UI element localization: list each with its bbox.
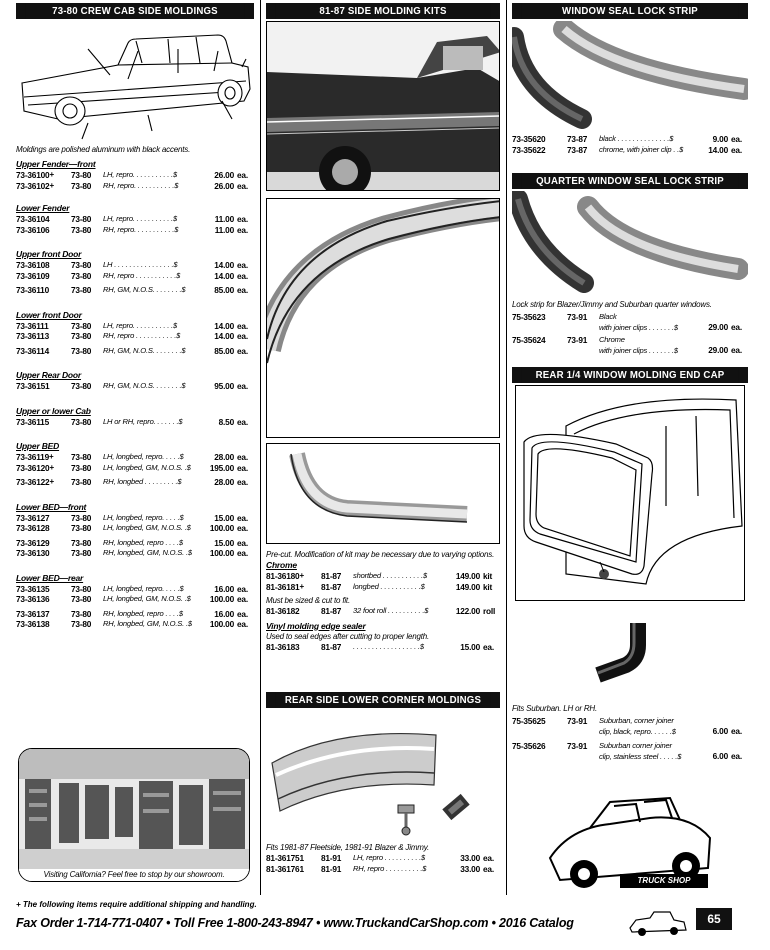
part-description: LH, longbed, repro. . . . .$ [103,452,184,461]
price: 16.00 [214,583,234,594]
truck-side-molding-photo [266,21,500,191]
moldings-note: Moldings are polished aluminum with black accents. [16,145,191,154]
column-side-molding-kits [266,3,500,874]
footer-truck-icon [628,910,688,938]
group-title: Upper BED [16,441,60,451]
year-range: 73-80 [71,214,92,224]
group-title: Upper Rear Door [16,370,82,380]
part-group [16,406,254,428]
corner-molding-note: Fits 1981-87 Fleetside, 1981-91 Blazer & Jimmy. [266,843,429,852]
part-number: 81-36182 [266,606,300,616]
group-title: Upper front Door [16,249,82,259]
group-title: Vinyl molding edge sealer [266,620,366,631]
part-description: RH, repro . . . . . . . . . . .$ [103,331,181,340]
year-range: 73-80 [71,270,92,281]
part-description: LH, longbed, GM, N.O.S. .$ [103,523,191,532]
part-number: 73-36106 [16,224,50,235]
unit: ea. [237,548,248,558]
price: 100.00 [209,548,234,558]
section-header: 81-87 SIDE MOLDING KITS [275,3,490,19]
part-description: RH, longbed, repro . . . .$ [103,608,183,618]
price: 14.00 [214,270,234,281]
part-number: 75-35625 [512,716,546,726]
molding-profile-photo [266,198,500,438]
group-title: Lower BED—rear [16,572,84,583]
end-cap-note: Fits Suburban. LH or RH. [512,704,598,713]
unit: ea. [483,641,494,652]
part-description [599,741,686,762]
unit: ea. [237,170,248,180]
year-range: 73-80 [71,224,92,235]
logo-text: TRUCK SHOP [637,876,691,885]
price: 14.00 [214,331,234,341]
year-range: 81-91 [321,863,342,874]
part-row [16,523,254,534]
column-window-seal [512,3,748,885]
part-number: 73-36115 [16,416,50,427]
unit: ea. [237,477,248,487]
part-number: 73-36102 [16,180,50,191]
year-range: 81-87 [321,641,342,652]
price: 33.00 [460,853,480,863]
group-title: Lower BED—front [16,501,87,512]
part-description: RH, GM, N.O.S. . . . . . . .$ [103,345,186,355]
part-row [266,853,500,864]
year-range: 73-80 [71,512,92,523]
part-row [16,463,254,474]
year-range: 73-80 [71,170,92,180]
group-title: Upper Fender—front [16,159,96,169]
year-range: 73-80 [71,619,92,629]
part-number: 73-36100 [16,170,50,180]
part-number: 73-36113 [16,331,50,341]
price-list [16,159,254,630]
part-description: black . . . . . . . . . . . . . .$ [599,134,674,143]
part-description: RH, repro . . . . . . . . . .$ [353,863,427,873]
unit: ea. [237,583,248,594]
price: 28.00 [214,477,234,487]
price: 11.00 [214,224,234,235]
part-number: 81-36181 [266,581,300,592]
price: 29.00 [708,322,728,332]
part-row [16,594,254,605]
price-list [512,716,748,762]
unit: ea. [237,608,248,619]
price: 14.00 [214,260,234,270]
part-description [599,335,686,356]
year-range: 73-80 [71,285,92,295]
part-description: RH, repro. . . . . . . . . . .$ [103,224,179,234]
part-row [16,452,254,463]
unit: ea. [237,331,248,341]
lock-strip-photo [512,21,748,131]
part-group [16,249,254,296]
part-group [266,596,500,617]
part-row [16,214,254,225]
shipping-plus-icon: + [299,571,304,580]
year-range: 73-80 [71,416,92,427]
part-description: RH, longbed, repro . . . .$ [103,537,183,547]
price: 16.00 [214,608,234,619]
price: 15.00 [214,512,234,523]
part-description: RH, GM, N.O.S. . . . . . . .$ [103,381,186,390]
part-row [16,181,254,192]
year-range: 73-80 [71,608,92,619]
unit: ea. [237,523,248,533]
part-row [512,716,748,737]
corner-molding-photo [266,713,500,839]
shipping-plus-icon: + [49,452,54,461]
part-number: 73-35622 [512,144,546,155]
part-row [266,864,500,875]
unit: ea. [483,863,494,874]
crew-cab-truck-illustration [18,23,252,141]
unit: ea. [237,537,248,548]
description-line: Chrome [599,335,625,344]
year-range: 73-80 [71,477,92,487]
group-title: Lower front Door [16,309,82,320]
year-range: 73-80 [71,594,92,604]
part-description [599,312,686,333]
part-group [266,621,500,653]
year-range: 81-87 [321,606,342,616]
part-row [16,584,254,595]
part-number: 73-36151 [16,381,50,391]
year-range: 73-80 [71,180,92,191]
price: 195.00 [209,462,234,473]
kit-note: Pre-cut. Modification of kit may be necessary due to varying options. [266,550,495,559]
part-number: 81-361751 [266,853,304,863]
part-number: 75-35624 [512,335,546,345]
part-row [16,619,254,630]
price-list [512,312,748,356]
unit: ea. [237,381,248,391]
edge-sealer-photo [266,443,500,544]
section-header: WINDOW SEAL LOCK STRIP [521,3,738,19]
part-number: 73-36136 [16,594,50,604]
price-list [266,853,500,874]
part-group [266,560,500,592]
unit: ea. [237,320,248,331]
year-range: 73-80 [71,381,92,391]
year-range: 73-87 [567,144,588,155]
part-number: 73-36138 [16,619,50,629]
showroom-caption: Visiting California? Feel free to stop by our showroom. [19,869,249,881]
contact-line: Fax Order 1-714-771-0407 • Toll Free 1-800-243-8947 • www.TruckandCarShop.com • 2016 Catalog [16,916,574,930]
part-row [266,606,500,617]
part-description: LH, repro . . . . . . . . . .$ [353,853,426,862]
showroom-photo [18,748,250,882]
part-row [16,548,254,559]
unit: ea. [237,285,248,295]
part-row [16,271,254,282]
group-title: Lower Fender [16,203,70,213]
part-row [266,582,500,593]
part-number: 73-36119 [16,452,50,462]
shipping-plus-icon: + [49,477,54,486]
unit: ea. [237,619,248,629]
part-row [16,609,254,620]
year-range: 73-80 [71,260,92,270]
price: 9.00 [712,134,728,144]
unit: ea. [237,462,248,473]
price: 26.00 [214,180,234,191]
part-description: LH . . . . . . . . . . . . . . . .$ [103,260,178,269]
part-group [16,203,254,235]
year-range: 73-87 [567,134,588,144]
description-line: clip, black, repro. . . . . .$ [599,726,676,736]
part-description: LH, longbed, GM, N.O.S. .$ [103,462,191,472]
year-range: 81-87 [321,581,342,592]
year-range: 73-91 [567,716,588,726]
part-number: 73-35620 [512,134,546,144]
group-note: Must be sized & cut to fit. [266,596,350,605]
part-description: RH, GM, N.O.S. . . . . . . .$ [103,285,186,294]
unit: ea. [237,345,248,356]
part-row [16,331,254,342]
description-line: Suburban corner joiner [599,741,672,750]
column-divider-right [506,0,507,895]
part-number: 73-36104 [16,214,50,224]
price: 14.00 [708,144,728,155]
year-range: 73-91 [567,335,588,345]
price: 8.50 [218,416,234,427]
shipping-plus-icon: + [49,170,54,179]
unit: ea. [237,260,248,270]
part-description: LH, repro. . . . . . . . . . .$ [103,320,177,330]
section-header: QUARTER WINDOW SEAL LOCK STRIP [521,173,738,189]
quarter-lock-strip-photo [512,191,748,297]
price: 15.00 [214,537,234,548]
description-line: with joiner clips . . . . . . .$ [599,345,678,355]
description-line: clip, stainless steel . . . . .$ [599,751,682,761]
year-range: 73-80 [71,345,92,356]
part-description: LH or RH, repro. . . . . . .$ [103,416,183,426]
part-description [599,716,686,737]
year-range: 73-80 [71,548,92,558]
price: 29.00 [708,345,728,355]
part-description: chrome, with joiner clip . .$ [599,144,684,154]
part-number: 73-36120 [16,462,50,473]
part-row [16,417,254,428]
part-group [16,502,254,559]
part-description: RH, longbed, GM, N.O.S. .$ [103,548,192,557]
description-line: Suburban, corner joiner [599,716,674,725]
page-number: 65 [696,908,732,930]
part-number: 73-36122 [16,477,50,487]
year-range: 73-80 [71,331,92,341]
part-row [266,571,500,582]
year-range: 81-87 [321,571,342,581]
quarter-lock-note: Lock strip for Blazer/Jimmy and Suburban quarter windows. [512,300,712,309]
part-number: 73-36129 [16,537,50,548]
price: 14.00 [214,320,234,331]
part-row [16,170,254,181]
year-range: 73-80 [71,462,92,473]
part-number: 73-36135 [16,583,50,594]
part-description: LH, repro. . . . . . . . . . .$ [103,170,177,179]
price: 95.00 [214,381,234,391]
unit: ea. [237,270,248,281]
part-description: 32 foot roll . . . . . . . . . .$ [353,606,429,615]
part-number: 81-361761 [266,863,304,874]
section-header: REAR 1/4 WINDOW MOLDING END CAP [521,367,738,383]
shipping-plus-icon: + [299,581,304,591]
part-row [16,321,254,332]
part-description: longbed . . . . . . . . . . .$ [353,581,425,591]
part-description: RH, longbed, GM, N.O.S. .$ [103,619,192,628]
part-row [512,741,748,762]
part-row [16,260,254,271]
unit: ea. [731,345,742,355]
shipping-plus-icon: + [49,462,54,472]
price: 149.00 [455,581,480,592]
price: 11.00 [214,214,234,224]
unit: ea. [731,322,742,332]
unit: ea. [237,180,248,191]
unit: ea. [237,512,248,523]
year-range: 81-91 [321,853,342,863]
unit: ea. [237,594,248,604]
part-group [16,573,254,630]
part-number: 73-36110 [16,285,50,295]
unit: ea. [237,224,248,235]
section-header: REAR SIDE LOWER CORNER MOLDINGS [275,692,490,708]
price: 100.00 [209,594,234,604]
part-description: LH, repro. . . . . . . . . . .$ [103,214,177,223]
part-description: LH, longbed, repro. . . . .$ [103,583,184,593]
year-range: 73-91 [567,741,588,751]
column-divider-left [260,0,261,895]
price: 122.00 [455,606,480,616]
section-header: 73-80 CREW CAB SIDE MOLDINGS [26,3,245,19]
unit: ea. [731,144,742,155]
unit: ea. [237,416,248,427]
part-row [16,381,254,392]
part-description: LH, longbed, repro. . . . .$ [103,512,184,522]
part-description: RH, repro. . . . . . . . . . .$ [103,180,179,190]
unit: kit [483,581,493,592]
year-range: 73-80 [71,452,92,462]
description-line: with joiner clips . . . . . . .$ [599,322,678,332]
part-group [16,159,254,191]
part-number: 75-35623 [512,312,546,322]
year-range: 73-91 [567,312,588,322]
price: 6.00 [712,751,728,761]
part-row [16,285,254,296]
unit: ea. [237,214,248,224]
shipping-footnote: + The following items require additional shipping and handling. [16,900,257,909]
price: 100.00 [209,619,234,629]
price: 85.00 [214,345,234,356]
group-title: Upper or lower Cab [16,405,91,416]
part-row [16,477,254,488]
end-cap-diagram [515,385,745,601]
part-description: shortbed . . . . . . . . . . .$ [353,571,427,580]
part-description: RH, repro . . . . . . . . . . .$ [103,270,181,280]
part-description: RH, longbed . . . . . . . . .$ [103,477,182,486]
part-number: 73-36109 [16,270,50,281]
part-number: 73-36137 [16,608,50,619]
price: 15.00 [460,641,480,652]
price: 33.00 [460,863,480,874]
unit: ea. [731,726,742,736]
price: 85.00 [214,285,234,295]
part-row [266,642,500,653]
part-group [16,310,254,357]
group-title: Chrome [266,560,297,570]
price-list [266,560,500,652]
part-group [16,370,254,392]
unit: ea. [731,134,742,144]
year-range: 73-80 [71,320,92,331]
part-group [16,441,254,488]
part-number: 73-36114 [16,345,50,356]
price: 28.00 [214,452,234,462]
part-row [16,346,254,357]
part-row [16,513,254,524]
unit: ea. [731,751,742,761]
year-range: 73-80 [71,523,92,533]
part-number: 81-36183 [266,641,300,652]
truck-shop-logo [540,788,720,896]
part-number: 73-36108 [16,260,50,270]
part-row [16,225,254,236]
column-crew-cab-moldings [16,3,254,879]
part-row [512,134,748,145]
unit: kit [483,571,493,581]
part-description: LH, longbed, GM, N.O.S. .$ [103,594,191,603]
part-row [512,335,748,356]
price: 6.00 [712,726,728,736]
part-number: 73-36111 [16,320,49,331]
part-number: 73-36128 [16,523,50,533]
part-number: 73-36127 [16,512,50,523]
unit: roll [483,606,496,616]
year-range: 73-80 [71,537,92,548]
part-number: 73-36130 [16,548,50,558]
part-row [512,312,748,333]
price: 149.00 [455,571,480,581]
description-line: Black [599,312,617,321]
part-description: . . . . . . . . . . . . . . . . . .$ [353,641,424,651]
year-range: 73-80 [71,583,92,594]
part-number: 75-35626 [512,741,546,751]
end-cap-photo [592,615,672,695]
shipping-plus-icon: + [49,180,54,190]
price: 100.00 [209,523,234,533]
price-list [512,134,748,155]
group-note: Used to seal edges after cutting to proper length. [266,631,429,641]
unit: ea. [483,853,494,863]
unit: ea. [237,452,248,462]
part-row [512,145,748,156]
part-row [16,538,254,549]
price: 26.00 [214,170,234,180]
part-number: 81-36180 [266,571,300,581]
